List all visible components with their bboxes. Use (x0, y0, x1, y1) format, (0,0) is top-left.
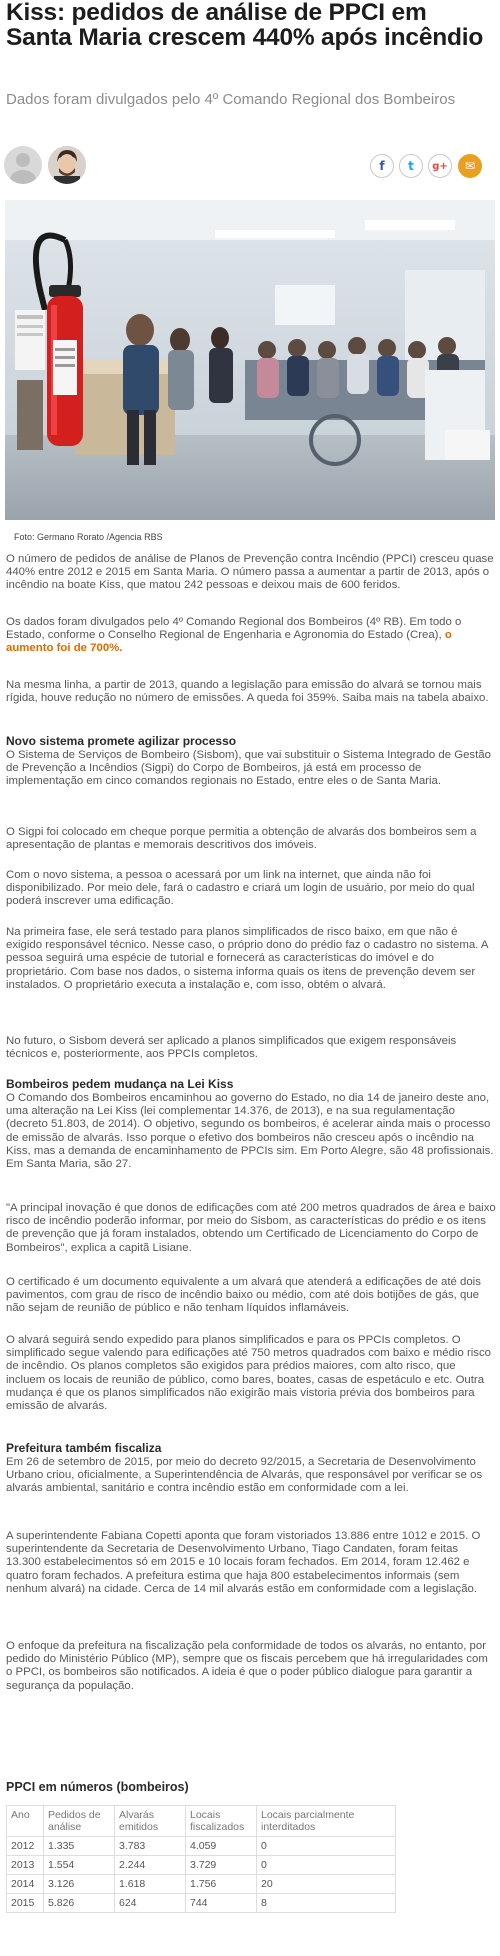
author-avatar-photo[interactable] (48, 146, 86, 184)
table-cell: 4.059 (186, 1837, 257, 1856)
table-cell: 3.729 (186, 1856, 257, 1875)
facebook-share-icon[interactable]: f (370, 154, 394, 178)
paragraph-sigpi: O Sigpi foi colocado em cheque porque permitia a obtenção de alvarás dos bombeiros sem a apresentação de plantas e memorais descritivos dos imóveis. (6, 826, 477, 852)
table-cell: 1.618 (115, 1875, 186, 1894)
paragraph-vistorias: A superintendente Fabiana Copetti aponta que foram vistoriados 13.886 entre 1012 e 2015. O superintendente da Secretaria de Desenvolvimento Urbano, Tiago Candaten, foram feitas 13.300 estabelecimentos só em 2015 e 10 locais foram fechados. Em 2014, foram 12.462 e quatro foram fechados. A prefeitura estima que haja 800 estabelecimentos informais (sem nenhum alvará) na cidade. Cerca de 14 mil alvarás estão em conformidade com a legislação. (6, 1530, 481, 1595)
photo-caption: Foto: Germano Rorato /Agencia RBS (14, 532, 163, 542)
table-cell: 2012 (7, 1837, 44, 1856)
paragraph-superintendencia: Em 26 de setembro de 2015, por meio do decreto 92/2015, a Secretaria de Desenvolvimento Urbano criou, oficialmente, a Superintendência de Alvarás, que responsável por verificar se os alvarás ambiental, sanitário e contra incêndio estão em conformidade com a lei. (6, 1456, 483, 1495)
fire-extinguisher-waiting-room-image (5, 200, 495, 520)
table-cell: 20 (257, 1875, 396, 1894)
byline-bar (4, 146, 494, 186)
section-heading-lei-kiss: Bombeiros pedem mudança na Lei Kiss (6, 1077, 234, 1091)
table-header-cell: Ano (7, 1806, 44, 1837)
table-cell: 2014 (7, 1875, 44, 1894)
table-header-cell: Locais fiscalizados (186, 1806, 257, 1837)
paragraph-future: No futuro, o Sisbom deverá ser aplicado a planos simplificados que exigem responsáveis técnicos e, posteriormente, aos PPCIs completos. (6, 1035, 457, 1061)
author-avatar-placeholder[interactable] (4, 146, 42, 184)
table-header-cell: Alvarás emitidos (115, 1806, 186, 1837)
paragraph-certificate: O certificado é um documento equivalente a um alvará que atenderá a edificações de até dois pavimentos, com grau de risco de incêndio baixo ou médio, com até dois botijões de gás, que não sejam de reunião de público e não tenham líquidos inflamáveis. (6, 1276, 481, 1315)
email-share-icon[interactable]: ✉ (458, 154, 482, 178)
paragraph-sisbom: O Sistema de Serviços de Bombeiro (Sisbom), que vai substituir o Sistema Integrado de Gestão de Prevenção a Incêndios (Sigpi) do Corpo de Bombeiros, já está em processo de implementação em cinco comandos regionais no Estado, entre eles o de Santa Maria. (6, 749, 491, 788)
table-cell: 2013 (7, 1856, 44, 1875)
article-headline: Kiss: pedidos de análise de PPCI em Santa Maria crescem 440% após incêndio (6, 0, 484, 51)
table-cell: 1.554 (44, 1856, 115, 1875)
paragraph-data-source (6, 616, 496, 656)
paragraph-data-source-text: Os dados foram divulgados pelo 4º Comando Regional dos Bombeiros (4º RB). Em todo o Estado, conforme o Conselho Regional de Engenharia e Agronomia do Estado (Crea), (6, 616, 462, 642)
section-heading-prefeitura: Prefeitura também fiscaliza (6, 1441, 162, 1455)
table-cell: 624 (115, 1894, 186, 1913)
highlight-increase: o aumento foi de 700%. (6, 629, 452, 655)
googleplus-share-icon[interactable]: g+ (428, 154, 452, 178)
paragraph-first-phase: Na primeira fase, ele será testado para planos simplificados de risco baixo, em que não é exigido responsável técnico. Nesse caso, o próprio dono do prédio faz o cadastro no sistema. A pessoa seguirá uma espécie de tutorial e fornecerá as características do imóvel e do proprietário. Com base nos dados, o sistema informa quais os itens de prevenção devem ser instalados. O proprietário executa a instalação e, com isso, obtém o alvará. (6, 926, 488, 991)
paragraph-quote-lisiane: "A principal inovação é que donos de edificações com até 200 metros quadrados de área e baixo risco de incêndio poderão informar, por meio do Sisbom, as características do prédio e os itens de prevenção que já foram instalados, obtendo um Certificado de Licenciamento do Corpo de Bombeiros", explica a capitã Lisiane. (6, 1202, 496, 1254)
table-cell: 5.826 (44, 1894, 115, 1913)
table-cell: 3.126 (44, 1875, 115, 1894)
user-silhouette-icon (4, 146, 42, 184)
twitter-share-icon[interactable]: t (399, 154, 423, 178)
table-cell: 1.335 (44, 1837, 115, 1856)
table-cell: 0 (257, 1856, 396, 1875)
table-header-cell: Pedidos de análise (44, 1806, 115, 1837)
table-row (7, 1837, 396, 1856)
article-subtitle: Dados foram divulgados pelo 4º Comando Regional dos Bombeiros (6, 91, 456, 108)
section-heading-new-system: Novo sistema promete agilizar processo (6, 734, 237, 748)
table-row (7, 1856, 396, 1875)
table-cell: 744 (186, 1894, 257, 1913)
paragraph-alvara: O alvará seguirá sendo expedido para planos simplificados e para os PPCIs completos. O simplificado segue valendo para edificações até 750 metros quadrados com baixo e médio risco de incêndio. Os planos completos são exigidos para prédios maiores, com alto risco, que incluem os locais de reunião de público, como bares, boates, casas de espetáculo e etc. Outra mudança é que os planos simplificados não exigirão mais vistoria prévia dos bombeiros para emissão de alvarás. (6, 1334, 492, 1413)
paragraph-intro: O número de pedidos de análise de Planos de Prevenção contra Incêndio (PPCI) cresceu quase 440% entre 2012 e 2015 em Santa Maria. O número passa a aumentar a partir de 2013, após o incêndio na boate Kiss, que matou 242 pessoas e deixou mais de 600 feridos. (6, 553, 494, 592)
paragraph-enfoque: O enfoque da prefeitura na fiscalização pela conformidade de todos os alvarás, no entanto, por pedido do Ministério Público (MP), sempre que os fiscais percebem que há irregularidades com o PPCI, os bombeiros são notificados. A ideia é que o poder público dialogue para garantir a segurança da população. (6, 1640, 488, 1692)
author-portrait-icon (48, 146, 86, 184)
table-cell: 0 (257, 1837, 396, 1856)
article-photo (5, 200, 495, 520)
table-header-row (7, 1806, 396, 1837)
table-title: PPCI em números (bombeiros) (6, 1780, 189, 1794)
paragraph-emissions: Na mesma linha, a partir de 2013, quando a legislação para emissão do alvará se tornou mais rígida, houve redução no número de emissões. A queda foi 359%. Saiba mais na tabela abaixo. (6, 679, 489, 705)
table-cell: 8 (257, 1894, 396, 1913)
table-cell: 2.244 (115, 1856, 186, 1875)
paragraph-lei-kiss: O Comando dos Bombeiros encaminhou ao governo do Estado, no dia 14 de janeiro deste ano, uma alteração na Lei Kiss (lei complementar 14.376, de 2013), e na sua regulamentação (decreto 51.803, de 2014). O objetivo, segundo os bombeiros, é acelerar ainda mais o processo de emissão de alvarás. Isso porque o efetivo dos bombeiros não cresceu após o incêndio na Kiss, mas a demanda de encaminhamento de PPCIs sim. Em Porto Alegre, são 48 profissionais. Em Santa Maria, são 27. (6, 1092, 494, 1171)
table-cell: 3.783 (115, 1837, 186, 1856)
ppci-stats-table (6, 1805, 396, 1913)
table-cell: 1.756 (186, 1875, 257, 1894)
paragraph-new-system-access: Com o novo sistema, a pessoa o acessará por um link na internet, que ainda não foi disponibilizado. Por meio dele, fará o cadastro e criará um login de usuário, por meio do qual poderá inscrever uma edificação. (6, 869, 475, 908)
table-row (7, 1894, 396, 1913)
table-header-cell: Locais parcialmente interditados (257, 1806, 396, 1837)
table-row (7, 1875, 396, 1894)
table-cell: 2015 (7, 1894, 44, 1913)
